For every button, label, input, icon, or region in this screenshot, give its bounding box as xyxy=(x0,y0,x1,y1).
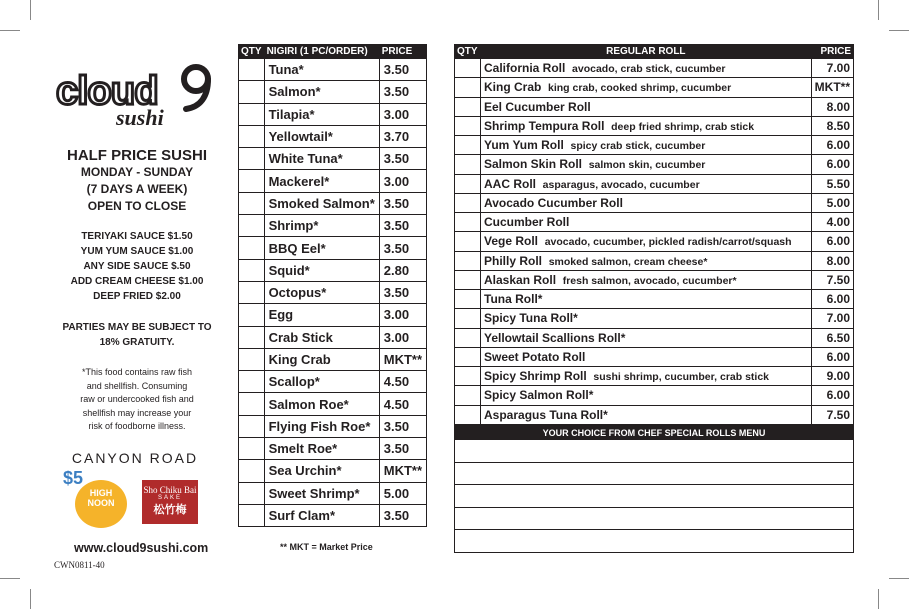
qty-cell[interactable] xyxy=(455,193,481,212)
nigiri-row xyxy=(239,415,427,437)
qty-cell[interactable] xyxy=(455,251,481,270)
roll-price: 6.00 xyxy=(811,386,853,405)
crop-mark xyxy=(0,30,20,31)
price-header: PRICE xyxy=(811,45,853,59)
roll-name: Shrimp Tempura Roll xyxy=(484,118,605,133)
roll-name: Yellowtail Scallions Roll* xyxy=(484,330,626,345)
nigiri-name: Shrimp* xyxy=(264,215,379,237)
qty-cell[interactable] xyxy=(239,103,265,125)
nigiri-price: 2.80 xyxy=(379,259,426,281)
nigiri-row xyxy=(239,348,427,370)
roll-item-cell xyxy=(481,367,812,386)
nigiri-name: King Crab xyxy=(264,348,379,370)
roll-item-cell xyxy=(481,386,812,405)
nigiri-row xyxy=(239,326,427,348)
nigiri-price: 3.00 xyxy=(379,304,426,326)
write-in-cell[interactable] xyxy=(455,530,854,553)
qty-cell[interactable] xyxy=(239,393,265,415)
regular-roll-row xyxy=(455,405,854,424)
price-header: PRICE xyxy=(379,45,426,59)
qty-cell[interactable] xyxy=(455,347,481,366)
nigiri-name: Egg xyxy=(264,304,379,326)
roll-price: 5.50 xyxy=(811,174,853,193)
extra-item: TERIYAKI SAUCE $1.50 xyxy=(81,231,193,242)
roll-price: 7.50 xyxy=(811,270,853,289)
qty-cell[interactable] xyxy=(455,116,481,135)
qty-cell[interactable] xyxy=(239,304,265,326)
qty-cell[interactable] xyxy=(455,174,481,193)
raw-food-warning xyxy=(52,366,222,434)
roll-description: smoked salmon, cream cheese* xyxy=(548,255,708,268)
roll-name: Eel Cucumber Roll xyxy=(484,99,591,114)
logo-nine-icon xyxy=(178,63,214,113)
chef-special-entry-row xyxy=(455,462,854,485)
qty-cell[interactable] xyxy=(239,148,265,170)
roll-description: asparagus, avocado, cucumber xyxy=(542,178,700,191)
roll-price: 7.50 xyxy=(811,405,853,424)
nigiri-row xyxy=(239,259,427,281)
regular-roll-row xyxy=(455,270,854,289)
extra-item: ANY SIDE SAUCE $.50 xyxy=(83,261,191,272)
roll-item-cell xyxy=(481,116,812,135)
qty-cell[interactable] xyxy=(455,290,481,309)
regular-roll-row xyxy=(455,59,854,78)
nigiri-name: Tuna* xyxy=(264,59,379,81)
chef-special-table xyxy=(454,425,854,553)
nigiri-price: 3.00 xyxy=(379,326,426,348)
roll-price: 6.00 xyxy=(811,347,853,366)
regular-roll-row xyxy=(455,328,854,347)
gratuity-line: 18% GRATUITY. xyxy=(99,337,175,348)
roll-name: Avocado Cucumber Roll xyxy=(484,195,623,210)
regular-roll-row xyxy=(455,309,854,328)
regular-roll-table xyxy=(454,44,854,425)
roll-name: Asparagus Tuna Roll* xyxy=(484,407,608,422)
nigiri-name: Squid* xyxy=(264,259,379,281)
nigiri-price: 5.00 xyxy=(379,482,426,504)
roll-item-cell xyxy=(481,405,812,424)
roll-name: Spicy Salmon Roll* xyxy=(484,388,594,403)
chef-special-entry-row xyxy=(455,440,854,463)
roll-item-cell xyxy=(481,97,812,116)
roll-item-cell xyxy=(481,213,812,232)
crop-mark xyxy=(30,0,31,20)
nigiri-price: 3.50 xyxy=(379,148,426,170)
roll-price: MKT** xyxy=(811,78,853,97)
roll-name: Yum Yum Roll xyxy=(484,138,564,153)
nigiri-price: 3.00 xyxy=(379,103,426,125)
roll-price: 5.00 xyxy=(811,193,853,212)
nigiri-price: 3.00 xyxy=(379,170,426,192)
high-noon-word: NOON xyxy=(87,498,115,508)
nigiri-name: Crab Stick xyxy=(264,326,379,348)
promo-headline: HALF PRICE SUSHI xyxy=(66,147,207,164)
nigiri-price: 3.50 xyxy=(379,415,426,437)
nigiri-row xyxy=(239,125,427,147)
roll-price: 7.00 xyxy=(811,59,853,78)
write-in-cell[interactable] xyxy=(455,462,854,485)
promo-line: (7 DAYS A WEEK) xyxy=(86,182,188,196)
chef-special-entry-row xyxy=(455,485,854,508)
nigiri-name: Salmon* xyxy=(264,81,379,103)
nigiri-row xyxy=(239,438,427,460)
extra-item: ADD CREAM CHEESE $1.00 xyxy=(70,276,204,287)
logo-subtitle: sushi xyxy=(116,105,164,130)
roll-description: avocado, crab stick, cucumber xyxy=(572,63,726,76)
high-noon-price: $5 xyxy=(63,468,84,488)
qty-cell[interactable] xyxy=(455,367,481,386)
roll-price: 8.00 xyxy=(811,251,853,270)
qty-cell[interactable] xyxy=(455,59,481,78)
qty-cell[interactable] xyxy=(239,504,265,526)
crop-mark xyxy=(889,578,909,579)
qty-cell[interactable] xyxy=(239,348,265,370)
regular-roll-row xyxy=(455,174,854,193)
chef-special-entry-row xyxy=(455,530,854,553)
nigiri-name: Flying Fish Roe* xyxy=(264,415,379,437)
roll-price: 7.00 xyxy=(811,309,853,328)
warning-line: risk of foodborne illness. xyxy=(88,421,186,431)
qty-cell[interactable] xyxy=(455,155,481,174)
qty-cell[interactable] xyxy=(455,213,481,232)
nigiri-row xyxy=(239,304,427,326)
qty-cell[interactable] xyxy=(455,328,481,347)
promo-line: MONDAY - SUNDAY xyxy=(80,165,194,179)
promo-details xyxy=(52,164,222,215)
extra-item: YUM YUM SAUCE $1.00 xyxy=(80,246,194,257)
regular-roll-row xyxy=(455,347,854,366)
nigiri-price: 3.70 xyxy=(379,125,426,147)
nigiri-row xyxy=(239,460,427,482)
nigiri-price: 3.50 xyxy=(379,81,426,103)
nigiri-row xyxy=(239,237,427,259)
roll-name: King Crab xyxy=(484,80,542,95)
nigiri-name: White Tuna* xyxy=(264,148,379,170)
nigiri-row xyxy=(239,170,427,192)
crop-mark xyxy=(878,589,879,609)
regular-roll-row xyxy=(455,232,854,251)
sho-chiku-bai-sub: SAKE xyxy=(157,495,182,501)
roll-name: Salmon Skin Roll xyxy=(484,157,583,172)
roll-name: Philly Roll xyxy=(484,253,543,268)
nigiri-row xyxy=(239,192,427,214)
warning-line: and shellfish. Consuming xyxy=(86,380,188,391)
nigiri-row xyxy=(239,215,427,237)
nigiri-name: Sweet Shrimp* xyxy=(264,482,379,504)
nigiri-row xyxy=(239,482,427,504)
nigiri-price: 3.50 xyxy=(379,504,426,526)
qty-cell[interactable] xyxy=(239,215,265,237)
qty-cell[interactable] xyxy=(239,438,265,460)
website-url: www.cloud9sushi.com xyxy=(74,541,209,555)
roll-name: Spicy Tuna Roll* xyxy=(484,311,578,326)
sho-chiku-bai-jp: 松竹梅 xyxy=(153,504,187,516)
roll-price: 6.00 xyxy=(811,136,853,155)
write-in-cell[interactable] xyxy=(455,440,854,463)
roll-price: 6.00 xyxy=(811,290,853,309)
roll-item-cell xyxy=(481,270,812,289)
roll-item-cell xyxy=(481,251,812,270)
nigiri-price: 4.50 xyxy=(379,371,426,393)
market-price-footnote: ** MKT = Market Price xyxy=(280,542,373,552)
nigiri-header-row xyxy=(239,45,427,59)
roll-name: Spicy Shrimp Roll xyxy=(484,369,587,384)
qty-cell[interactable] xyxy=(239,81,265,103)
nigiri-row xyxy=(239,81,427,103)
qty-cell[interactable] xyxy=(239,125,265,147)
roll-name: Tuna Roll* xyxy=(484,292,543,307)
regular-roll-row xyxy=(455,386,854,405)
qty-cell[interactable] xyxy=(239,170,265,192)
qty-cell[interactable] xyxy=(455,270,481,289)
nigiri-name: Octopus* xyxy=(264,281,379,303)
qty-cell[interactable] xyxy=(455,97,481,116)
roll-item-cell xyxy=(481,232,812,251)
nigiri-price: MKT** xyxy=(379,460,426,482)
nigiri-price: 4.50 xyxy=(379,393,426,415)
roll-description: fresh salmon, avocado, cucumber* xyxy=(562,274,737,287)
regular-roll-row xyxy=(455,116,854,135)
item-header: REGULAR ROLL xyxy=(481,45,812,59)
roll-price: 8.00 xyxy=(811,97,853,116)
qty-cell[interactable] xyxy=(455,136,481,155)
nigiri-name: Smelt Roe* xyxy=(264,438,379,460)
nigiri-name: Tilapia* xyxy=(264,103,379,125)
qty-cell[interactable] xyxy=(239,460,265,482)
qty-cell[interactable] xyxy=(455,232,481,251)
qty-cell[interactable] xyxy=(455,386,481,405)
crop-mark xyxy=(889,30,909,31)
sho-chiku-bai-logo xyxy=(142,480,198,524)
sho-chiku-bai-name: Sho Chiku Bai xyxy=(143,485,197,495)
roll-price: 9.00 xyxy=(811,367,853,386)
regular-roll-row xyxy=(455,97,854,116)
nigiri-row xyxy=(239,59,427,81)
roll-description: sushi shrimp, cucumber, crab stick xyxy=(593,371,770,384)
roll-item-cell xyxy=(481,347,812,366)
qty-cell[interactable] xyxy=(239,281,265,303)
regular-roll-row xyxy=(455,213,854,232)
warning-line: raw or undercooked fish and xyxy=(80,394,194,404)
roll-item-cell xyxy=(481,290,812,309)
extra-item: DEEP FRIED $2.00 xyxy=(93,291,181,302)
qty-cell[interactable] xyxy=(239,237,265,259)
nigiri-row xyxy=(239,504,427,526)
nigiri-name: Mackerel* xyxy=(264,170,379,192)
roll-name: Alaskan Roll xyxy=(484,272,557,287)
roll-price: 4.00 xyxy=(811,213,853,232)
document-code: CWN0811-40 xyxy=(54,560,105,570)
gratuity-note xyxy=(52,320,222,350)
nigiri-name: Scallop* xyxy=(264,371,379,393)
extras-list xyxy=(52,229,222,304)
nigiri-row xyxy=(239,148,427,170)
nigiri-price: 3.50 xyxy=(379,281,426,303)
nigiri-row xyxy=(239,393,427,415)
roll-item-cell xyxy=(481,193,812,212)
roll-item-cell xyxy=(481,328,812,347)
item-header: NIGIRI (1 PC/ORDER) xyxy=(264,45,379,59)
nigiri-row xyxy=(239,371,427,393)
cloud9-logo xyxy=(52,65,222,135)
qty-cell[interactable] xyxy=(455,78,481,97)
roll-price: 6.50 xyxy=(811,328,853,347)
roll-price: 6.00 xyxy=(811,155,853,174)
roll-description: king crab, cooked shrimp, cucumber xyxy=(548,82,732,95)
roll-name: Vege Roll xyxy=(484,234,539,249)
nigiri-table xyxy=(238,44,427,527)
crop-mark xyxy=(878,0,879,20)
roll-name: Cucumber Roll xyxy=(484,215,570,230)
nigiri-price: 3.50 xyxy=(379,237,426,259)
regular-roll-row xyxy=(455,136,854,155)
crop-mark xyxy=(30,589,31,609)
roll-item-cell xyxy=(481,174,812,193)
roll-item-cell xyxy=(481,59,812,78)
roll-description: deep fried shrimp, crab stick xyxy=(611,120,755,133)
qty-header: QTY xyxy=(455,45,481,59)
roll-item-cell xyxy=(481,136,812,155)
qty-cell[interactable] xyxy=(455,309,481,328)
regular-roll-row xyxy=(455,290,854,309)
nigiri-price: 3.50 xyxy=(379,438,426,460)
regular-roll-row xyxy=(455,193,854,212)
nigiri-name: BBQ Eel* xyxy=(264,237,379,259)
roll-item-cell xyxy=(481,309,812,328)
gratuity-line: PARTIES MAY BE SUBJECT TO xyxy=(62,322,212,333)
regular-roll-row xyxy=(455,367,854,386)
nigiri-row xyxy=(239,281,427,303)
regular-roll-row xyxy=(455,251,854,270)
nigiri-name: Yellowtail* xyxy=(264,125,379,147)
qty-cell[interactable] xyxy=(239,415,265,437)
nigiri-price: MKT** xyxy=(379,348,426,370)
roll-price: 6.00 xyxy=(811,232,853,251)
high-noon-word: HIGH xyxy=(89,488,113,498)
qty-header: QTY xyxy=(239,45,265,59)
roll-price: 8.50 xyxy=(811,116,853,135)
roll-item-cell xyxy=(481,78,812,97)
roll-name: California Roll xyxy=(484,61,566,76)
qty-cell[interactable] xyxy=(239,59,265,81)
roll-description: avocado, cucumber, pickled radish/carrot/squash xyxy=(544,236,792,249)
regular-header-row xyxy=(455,45,854,59)
qty-cell[interactable] xyxy=(239,482,265,504)
promo-line: OPEN TO CLOSE xyxy=(87,199,187,213)
warning-line: shellfish may increase your xyxy=(82,407,192,418)
nigiri-name: Salmon Roe* xyxy=(264,393,379,415)
write-in-cell[interactable] xyxy=(455,507,854,530)
chef-special-header-row xyxy=(455,426,854,440)
qty-cell[interactable] xyxy=(239,259,265,281)
high-noon-name xyxy=(75,488,127,508)
canyon-road-logo: CANYON ROAD xyxy=(71,450,199,466)
regular-roll-row xyxy=(455,155,854,174)
nigiri-name: Sea Urchin* xyxy=(264,460,379,482)
roll-description: salmon skin, cucumber xyxy=(588,159,706,172)
warning-line: *This food contains raw fish xyxy=(81,367,193,377)
chef-special-header: YOUR CHOICE FROM CHEF SPECIAL ROLLS MENU xyxy=(455,426,854,440)
qty-cell[interactable] xyxy=(239,192,265,214)
nigiri-price: 3.50 xyxy=(379,59,426,81)
regular-roll-row xyxy=(455,78,854,97)
nigiri-name: Smoked Salmon* xyxy=(264,192,379,214)
chef-special-entry-row xyxy=(455,507,854,530)
nigiri-name: Surf Clam* xyxy=(264,504,379,526)
qty-cell[interactable] xyxy=(455,405,481,424)
nigiri-price: 3.50 xyxy=(379,192,426,214)
nigiri-price: 3.50 xyxy=(379,215,426,237)
roll-item-cell xyxy=(481,155,812,174)
roll-name: AAC Roll xyxy=(484,176,536,191)
logo-word: cloud xyxy=(56,69,158,113)
roll-name: Sweet Potato Roll xyxy=(484,349,586,364)
nigiri-row xyxy=(239,103,427,125)
crop-mark xyxy=(0,578,20,579)
qty-cell[interactable] xyxy=(239,326,265,348)
qty-cell[interactable] xyxy=(239,371,265,393)
roll-description: spicy crab stick, cucumber xyxy=(570,140,706,153)
write-in-cell[interactable] xyxy=(455,485,854,508)
info-panel xyxy=(52,65,222,434)
